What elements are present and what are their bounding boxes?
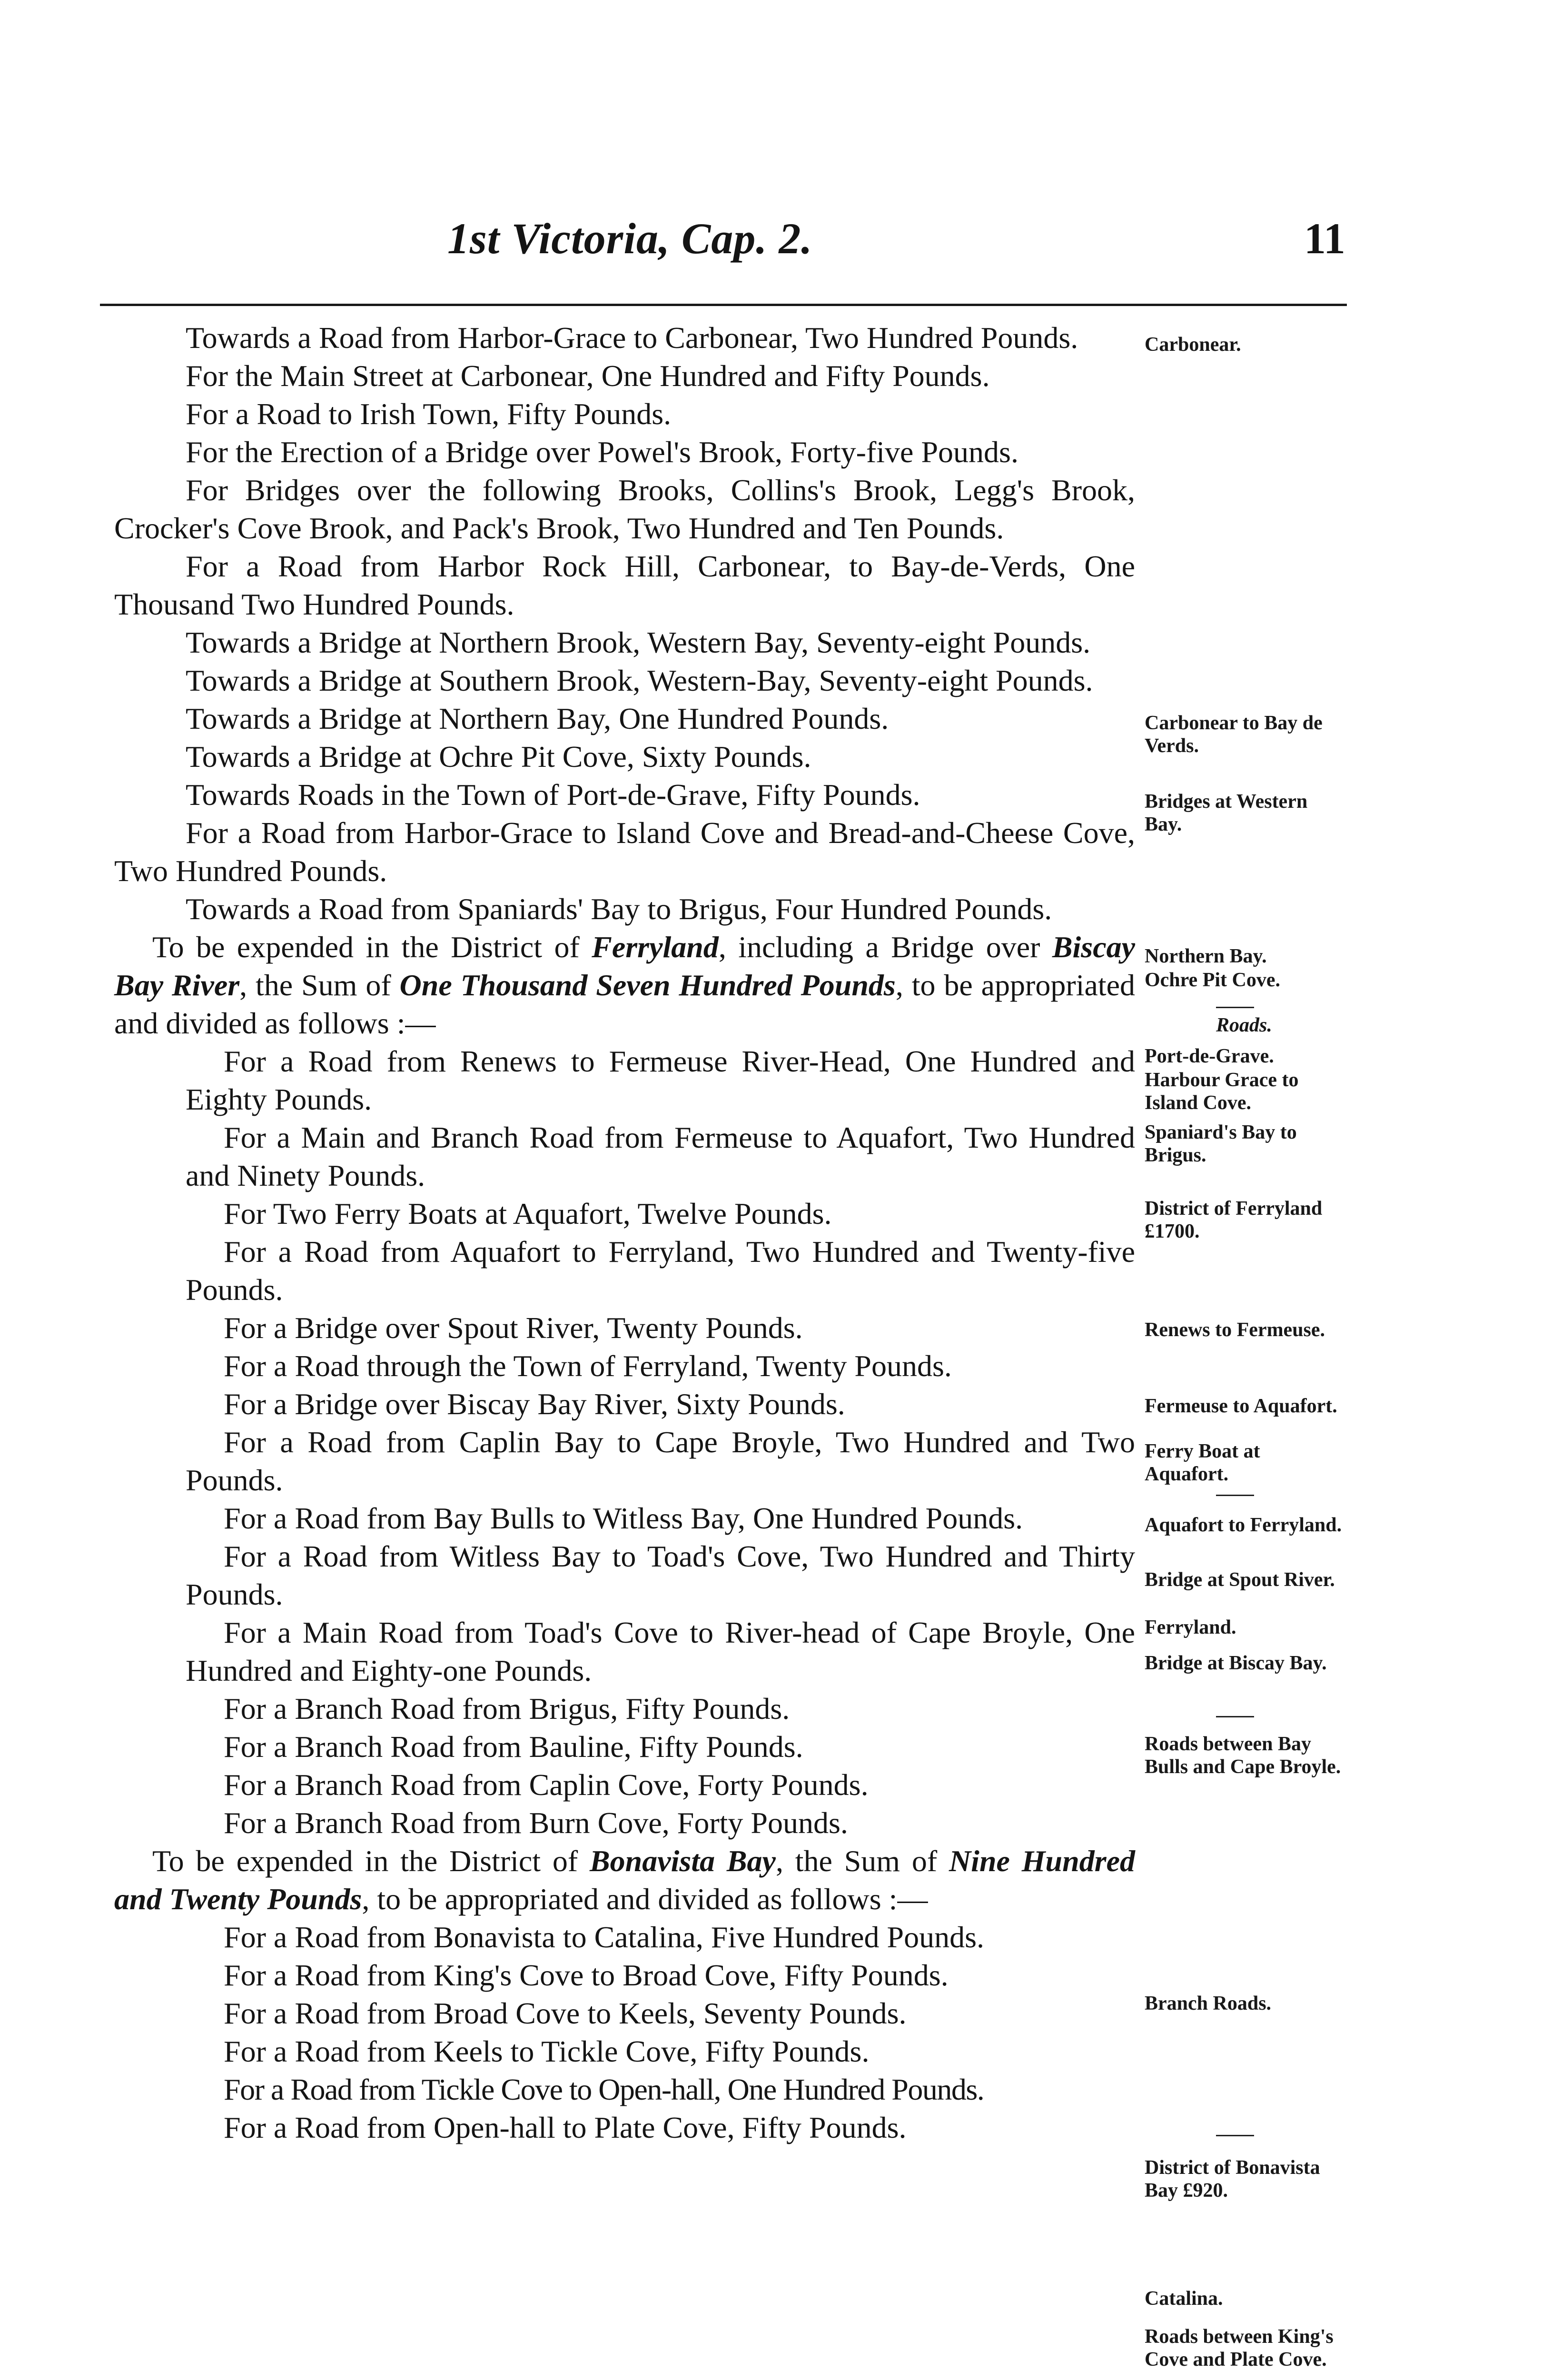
- margin-note: Carbonear to Bay de Verds.: [1145, 712, 1323, 757]
- appropriation-item: For Two Ferry Boats at Aquafort, Twelve Pounds.: [224, 1197, 832, 1230]
- appropriation-item: For a Branch Road from Caplin Cove, Forty Pounds.: [224, 1768, 869, 1802]
- appropriation-item: Towards a Bridge at Northern Brook, Western Bay, Seventy-eight Pounds.: [186, 625, 1091, 659]
- district-name: Bonavista Bay: [589, 1844, 776, 1878]
- appropriation-item: For a Road to Irish Town, Fifty Pounds.: [186, 397, 672, 431]
- district-intro-bonavista: To be expended in the District of Bonavista Bay, the Sum of Nine Hundred and Twenty Pounds, to be appropriated and divided as follows :—: [114, 1844, 1136, 1916]
- margin-note: Roads between King's Cove and Plate Cove.: [1145, 2326, 1334, 2370]
- appropriation-item: For a Road from Harbor Rock Hill, Carbonear, to Bay-de-Verds, One Thousand Two Hundred Pounds.: [114, 549, 1135, 621]
- appropriation-item: For a Road from Caplin Bay to Cape Broyle, Two Hundred and Two Pounds.: [186, 1425, 1135, 1497]
- appropriation-item: For a Road from Keels to Tickle Cove, Fifty Pounds.: [224, 2034, 870, 2068]
- margin-note: District of Bonavista Bay £920.: [1145, 2157, 1320, 2202]
- appropriation-item: For a Road from Broad Cove to Keels, Seventy Pounds.: [224, 1996, 907, 2030]
- main-text: [114, 319, 1135, 2147]
- appropriation-item: Towards a Bridge at Northern Bay, One Hundred Pounds.: [186, 702, 889, 735]
- page-number: 11: [1304, 214, 1345, 263]
- appropriation-item: For a Branch Road from Burn Cove, Forty Pounds.: [224, 1806, 848, 1840]
- margin-note: Roads between Bay Bulls and Cape Broyle.: [1145, 1733, 1341, 1778]
- appropriation-item: For a Road from Bay Bulls to Witless Bay, One Hundred Pounds.: [224, 1501, 1023, 1535]
- sum-amount: One Thousand Seven Hundred Pounds: [399, 968, 896, 1002]
- appropriation-item: For a Road through the Town of Ferryland, Twenty Pounds.: [224, 1349, 952, 1383]
- margin-note: Harbour Grace to Island Cove.: [1145, 1069, 1299, 1114]
- appropriation-item: For Bridges over the following Brooks, Collins's Brook, Legg's Brook, Crocker's Cove Brook, and Pack's Brook, Two Hundred and Ten Pounds.: [114, 473, 1135, 545]
- margin-note: Aquafort to Ferryland.: [1145, 1514, 1342, 1536]
- margin-note: Bridge at Spout River.: [1145, 1569, 1335, 1591]
- margin-rule: [1216, 1495, 1254, 1496]
- appropriation-item: Towards a Road from Harbor-Grace to Carbonear, Two Hundred Pounds.: [186, 321, 1078, 355]
- appropriation-item: Towards a Road from Spaniards' Bay to Brigus, Four Hundred Pounds.: [186, 892, 1052, 926]
- appropriation-item: For a Main Road from Toad's Cove to River-head of Cape Broyle, One Hundred and Eighty-one Pounds.: [186, 1616, 1135, 1687]
- margin-note: Fermeuse to Aquafort.: [1145, 1395, 1337, 1417]
- appropriation-item: Towards a Bridge at Ochre Pit Cove, Sixty Pounds.: [186, 740, 811, 774]
- sum-amount: Nine Hundred and Twenty Pounds: [114, 1844, 1136, 1916]
- appropriation-item: Towards a Bridge at Southern Brook, Western-Bay, Seventy-eight Pounds.: [186, 664, 1093, 697]
- district-name: Ferryland: [592, 930, 719, 964]
- river-name: Biscay Bay River: [114, 930, 1136, 1002]
- district-intro-ferryland: To be expended in the District of Ferryland, including a Bridge over Biscay Bay River, the Sum of One Thousand Seven Hundred Pounds, to be appropriated and divided as follows :—: [114, 930, 1136, 1040]
- margin-note: Bridges at Western Bay.: [1145, 791, 1308, 835]
- appropriation-item: For a Bridge over Biscay Bay River, Sixty Pounds.: [224, 1387, 845, 1421]
- appropriation-item: For the Main Street at Carbonear, One Hundred and Fifty Pounds.: [186, 359, 990, 393]
- margin-note: Bridge at Biscay Bay.: [1145, 1652, 1327, 1674]
- margin-note: Catalina.: [1145, 2288, 1223, 2310]
- appropriation-item: For a Road from Tickle Cove to Open-hall, One Hundred Pounds.: [224, 2073, 984, 2106]
- margin-note: Renews to Fermeuse.: [1145, 1319, 1325, 1341]
- running-head-title: 1st Victoria, Cap. 2.: [447, 214, 813, 263]
- margin-note: Carbonear.: [1145, 334, 1241, 356]
- margin-note: Ferryland.: [1145, 1616, 1236, 1638]
- margin-note: Branch Roads.: [1145, 1993, 1272, 2014]
- appropriation-item: For a Road from King's Cove to Broad Cove, Fifty Pounds.: [224, 1958, 949, 1992]
- appropriation-item: For a Road from Renews to Fermeuse River-Head, One Hundred and Eighty Pounds.: [186, 1044, 1135, 1116]
- appropriation-item: For a Road from Open-hall to Plate Cove, Fifty Pounds.: [224, 2111, 907, 2144]
- margin-note: Ochre Pit Cove.: [1145, 969, 1280, 991]
- appropriation-item: For a Road from Bonavista to Catalina, Five Hundred Pounds.: [224, 1920, 985, 1954]
- margin-rule: [1216, 2135, 1254, 2136]
- margin-note: Spaniard's Bay to Brigus.: [1145, 1121, 1297, 1166]
- margin-note: Roads.: [1216, 1014, 1272, 1036]
- margin-note: Port-de-Grave.: [1145, 1045, 1274, 1067]
- margin-note: District of Ferryland £1700.: [1145, 1198, 1323, 1242]
- appropriation-item: For a Road from Witless Bay to Toad's Cove, Two Hundred and Thirty Pounds.: [186, 1539, 1135, 1611]
- margin-rule: [1216, 1716, 1254, 1717]
- margin-note: Northern Bay.: [1145, 945, 1267, 967]
- appropriation-item: For a Bridge over Spout River, Twenty Pounds.: [224, 1311, 803, 1345]
- appropriation-item: Towards Roads in the Town of Port-de-Grave, Fifty Pounds.: [186, 778, 920, 812]
- appropriation-item: For a Road from Aquafort to Ferryland, Two Hundred and Twenty-five Pounds.: [186, 1235, 1135, 1307]
- appropriation-item: For a Branch Road from Bauline, Fifty Pounds.: [224, 1730, 803, 1764]
- appropriation-item: For the Erection of a Bridge over Powel's Brook, Forty-five Pounds.: [186, 435, 1018, 469]
- header-rule: [100, 304, 1347, 306]
- margin-note: Ferry Boat at Aquafort.: [1145, 1440, 1260, 1485]
- margin-rule: [1216, 1007, 1254, 1008]
- appropriation-item: For a Branch Road from Brigus, Fifty Pounds.: [224, 1692, 790, 1726]
- appropriation-item: For a Road from Harbor-Grace to Island Cove and Bread-and-Cheese Cove, Two Hundred Pounds.: [114, 816, 1135, 888]
- appropriation-item: For a Main and Branch Road from Fermeuse to Aquafort, Two Hundred and Ninety Pounds.: [186, 1121, 1135, 1192]
